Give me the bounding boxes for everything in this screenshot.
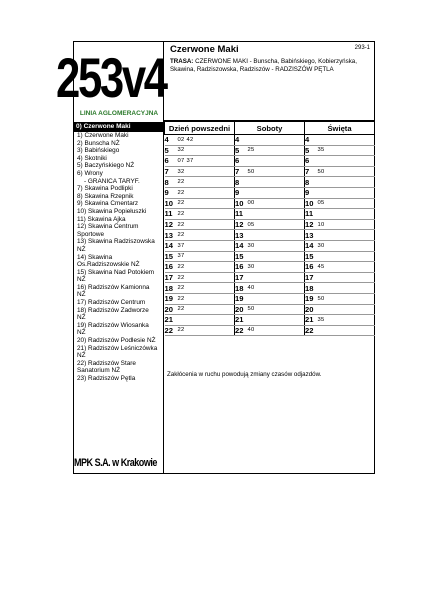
hour-cell: 21 — [235, 315, 248, 326]
hour-cell: 7 — [165, 166, 178, 177]
route-label: TRASA: — [170, 58, 194, 65]
hour-cell: 16 — [305, 262, 318, 273]
hour-row — [165, 251, 375, 262]
disruption-note: Zakłócenia w ruchu powodują zmiany czasów odjazdów. — [167, 371, 322, 378]
hour-cell: 15 — [165, 251, 178, 262]
hour-cell: 13 — [165, 230, 178, 241]
stop-item: 16) Radziszów Kamionna — [77, 283, 150, 291]
minutes-cell — [318, 135, 375, 146]
line-number: 253v4 — [56, 46, 166, 109]
minutes-cell — [248, 156, 305, 167]
minutes-cell: 22 — [178, 262, 235, 273]
minutes-cell — [318, 187, 375, 198]
minutes-cell: 35 — [318, 315, 375, 326]
minutes-cell: 22 — [178, 177, 235, 188]
stop-list — [74, 122, 163, 383]
minutes-cell — [318, 230, 375, 241]
hour-cell: 8 — [165, 177, 178, 188]
hour-cell: 21 — [305, 315, 318, 326]
hour-cell: 19 — [165, 293, 178, 304]
minutes-cell — [318, 251, 375, 262]
hour-cell: 10 — [235, 198, 248, 209]
stop-item: 20) Radziszów Podlesie NŻ — [77, 337, 156, 345]
hour-cell: 11 — [165, 209, 178, 220]
stop-item: 11) Skawina Ajka — [77, 215, 126, 223]
hour-cell: 4 — [165, 135, 178, 146]
stop-item: 17) Radziszów Centrum — [77, 299, 146, 307]
hour-row — [165, 177, 375, 188]
line-panel — [56, 42, 166, 473]
stop-item: - GRANICA TARYF. — [84, 177, 140, 185]
hour-row — [165, 198, 375, 209]
minutes-cell — [248, 251, 305, 262]
minutes-cell — [248, 230, 305, 241]
minutes-cell — [248, 315, 305, 326]
stop-item: NŻ — [77, 329, 86, 337]
hour-cell: 17 — [235, 272, 248, 283]
stop-title: Czerwone Maki — [170, 44, 239, 55]
header-weekday: Dzień powszedni — [165, 122, 235, 135]
hour-row — [165, 230, 375, 241]
minutes-cell: 40 — [248, 325, 305, 336]
hour-cell: 11 — [235, 209, 248, 220]
hour-cell: 14 — [235, 240, 248, 251]
minutes-cell: 22 — [178, 187, 235, 198]
hour-row — [165, 209, 375, 220]
hour-cell: 5 — [165, 145, 178, 156]
stop-item: 22) Radziszów Stare — [77, 359, 136, 367]
minutes-cell: 30 — [248, 240, 305, 251]
hour-row — [165, 219, 375, 230]
hour-cell: 17 — [305, 272, 318, 283]
minutes-cell: 22 — [178, 219, 235, 230]
minutes-cell — [248, 187, 305, 198]
stop-item: 1) Czerwone Maki — [77, 132, 129, 139]
hour-cell: 8 — [305, 177, 318, 188]
hour-cell: 20 — [165, 304, 178, 315]
stop-item: NŻ — [77, 314, 86, 322]
hour-cell: 4 — [305, 135, 318, 146]
stop-item: 9) Skawina Cmentarz — [77, 200, 139, 208]
minutes-cell: 32 — [178, 145, 235, 156]
minutes-cell — [318, 209, 375, 220]
hour-cell: 15 — [235, 251, 248, 262]
line-type: LINIA AGLOMERACYJNA — [79, 110, 159, 117]
hour-row — [165, 315, 375, 326]
stop-item: 4) Skotniki — [77, 154, 107, 162]
stop-item: 6) Wrony — [77, 169, 103, 177]
minutes-cell: 22 — [178, 198, 235, 209]
hour-cell: 20 — [235, 304, 248, 315]
minutes-cell — [318, 177, 375, 188]
minutes-cell — [318, 325, 375, 336]
stop-item: Sportowe — [77, 230, 104, 238]
minutes-cell: 30 — [318, 240, 375, 251]
minutes-cell — [318, 156, 375, 167]
minutes-cell: 50 — [248, 304, 305, 315]
hour-cell: 5 — [305, 145, 318, 156]
minutes-cell: 35 — [318, 145, 375, 156]
hour-cell: 13 — [235, 230, 248, 241]
departure-table — [164, 121, 375, 336]
minutes-cell: 30 — [248, 262, 305, 273]
hour-cell: 9 — [165, 187, 178, 198]
hour-cell: 6 — [305, 156, 318, 167]
hour-cell: 6 — [165, 156, 178, 167]
minutes-cell — [248, 293, 305, 304]
hour-cell: 8 — [235, 177, 248, 188]
hour-cell: 17 — [165, 272, 178, 283]
stop-item: Sanatorium NŻ — [77, 367, 120, 375]
minutes-cell: 10 — [318, 219, 375, 230]
stop-item: 13) Skawina Radziszowska — [77, 238, 155, 246]
hour-row — [165, 283, 375, 294]
minutes-cell — [248, 272, 305, 283]
minutes-cell: 32 — [178, 166, 235, 177]
hour-row — [165, 156, 375, 167]
hour-cell: 12 — [305, 219, 318, 230]
hour-cell: 10 — [305, 198, 318, 209]
minutes-cell: 37 — [178, 240, 235, 251]
hour-cell: 6 — [235, 156, 248, 167]
stop-item: NŻ — [77, 352, 86, 360]
header-holiday: Święta — [305, 122, 375, 135]
stop-item: 10) Skawina Popiełuszki — [77, 207, 147, 215]
current-stop: 0) Czerwone Maki — [74, 122, 163, 132]
hour-cell: 21 — [165, 315, 178, 326]
stop-item: 18) Radziszów Zadworze — [77, 306, 149, 314]
stop-item: 2) Bunscha NŻ — [77, 139, 120, 147]
operator-footer: MPK S.A. w Krakowie — [74, 457, 157, 469]
schedule-panel — [164, 42, 374, 473]
minutes-cell: 22 — [178, 293, 235, 304]
minutes-cell — [248, 177, 305, 188]
hour-cell: 18 — [165, 283, 178, 294]
stop-item: NŻ — [77, 276, 86, 284]
hour-cell: 9 — [305, 187, 318, 198]
stop-item: 3) Babińskiego — [77, 147, 120, 155]
hour-cell: 22 — [235, 325, 248, 336]
stop-item: 12) Skawina Centrum — [77, 223, 139, 231]
minutes-cell: 02 42 — [178, 135, 235, 146]
hour-cell: 5 — [235, 145, 248, 156]
stop-item: 23) Radziszów Pętla — [77, 375, 136, 382]
minutes-cell — [248, 209, 305, 220]
timetable-code: 293-1 — [354, 45, 370, 51]
minutes-cell: 22 — [178, 304, 235, 315]
hour-cell: 14 — [165, 240, 178, 251]
hour-cell: 7 — [305, 166, 318, 177]
hour-cell: 14 — [305, 240, 318, 251]
minutes-cell — [318, 283, 375, 294]
minutes-cell: 50 — [318, 166, 375, 177]
hour-cell: 22 — [165, 325, 178, 336]
hour-row — [165, 304, 375, 315]
hour-row — [165, 187, 375, 198]
minutes-cell: 22 — [178, 325, 235, 336]
stop-item: 5) Baczyńskiego NŻ — [77, 162, 135, 170]
minutes-cell — [318, 304, 375, 315]
stop-item: 19) Radziszów Wiosanka — [77, 321, 149, 329]
stop-item: 8) Skawina Rzepnik — [77, 192, 134, 200]
route-description — [170, 58, 366, 74]
minutes-cell: 05 — [248, 219, 305, 230]
minutes-cell — [248, 135, 305, 146]
hour-cell: 13 — [305, 230, 318, 241]
hour-cell: 18 — [235, 283, 248, 294]
hour-cell: 12 — [235, 219, 248, 230]
hour-cell: 7 — [235, 166, 248, 177]
hour-row — [165, 293, 375, 304]
minutes-cell: 22 — [178, 230, 235, 241]
stop-item: 7) Skawina Podlipki — [77, 185, 133, 193]
hour-row — [165, 272, 375, 283]
hour-row — [165, 240, 375, 251]
hour-row — [165, 135, 375, 146]
minutes-cell: 22 — [178, 283, 235, 294]
hour-cell: 12 — [165, 219, 178, 230]
minutes-cell: 05 — [318, 198, 375, 209]
minutes-cell: 45 — [318, 262, 375, 273]
stop-item: 15) Skawina Nad Potokiem — [77, 268, 155, 276]
minutes-cell: 00 — [248, 198, 305, 209]
minutes-cell — [178, 315, 235, 326]
hour-row — [165, 262, 375, 273]
hour-row — [165, 166, 375, 177]
hour-cell: 20 — [305, 304, 318, 315]
hour-cell: 9 — [235, 187, 248, 198]
timetable-sheet — [56, 41, 375, 474]
stop-item: NŻ — [77, 291, 86, 299]
minutes-cell: 22 — [178, 272, 235, 283]
hour-cell: 19 — [235, 293, 248, 304]
minutes-cell: 40 — [248, 283, 305, 294]
minutes-cell — [318, 272, 375, 283]
hour-cell: 10 — [165, 198, 178, 209]
stop-item: 21) Radziszów Leśniczówka — [77, 344, 158, 352]
minutes-cell: 50 — [248, 166, 305, 177]
hour-cell: 16 — [165, 262, 178, 273]
hour-cell: 22 — [305, 325, 318, 336]
minutes-cell: 50 — [318, 293, 375, 304]
hour-cell: 19 — [305, 293, 318, 304]
stop-item: Os.Radziszowskie NŻ — [77, 261, 140, 269]
hour-cell: 16 — [235, 262, 248, 273]
minutes-cell: 25 — [248, 145, 305, 156]
minutes-cell: 22 — [178, 209, 235, 220]
hour-row — [165, 325, 375, 336]
minutes-cell: 07 37 — [178, 156, 235, 167]
header-saturday: Soboty — [235, 122, 305, 135]
stop-item: NŻ — [77, 245, 86, 253]
hour-cell: 11 — [305, 209, 318, 220]
hour-cell: 18 — [305, 283, 318, 294]
stop-item: 14) Skawina — [77, 253, 113, 261]
minutes-cell: 37 — [178, 251, 235, 262]
route-text: CZERWONE MAKI - Bunscha, Babińskiego, Kobierzyńska, Skawina, Radziszowska, Radziszów - RADZISZÓW PĘTLA — [170, 58, 357, 74]
hour-cell: 4 — [235, 135, 248, 146]
hour-cell: 15 — [305, 251, 318, 262]
hour-row — [165, 145, 375, 156]
